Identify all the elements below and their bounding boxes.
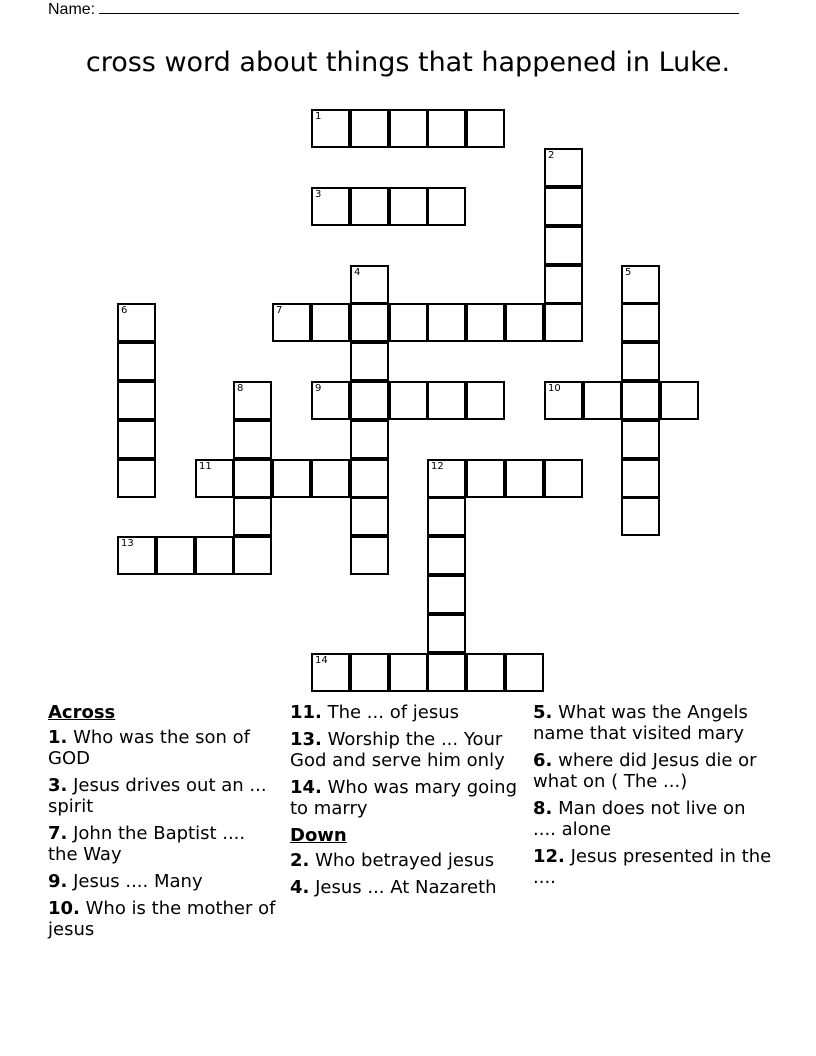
clue-number: 14. (290, 777, 322, 798)
clue-number: 5 (625, 267, 632, 278)
crossword-cell[interactable] (583, 381, 622, 420)
crossword-cell[interactable] (621, 265, 660, 304)
crossword-cell[interactable] (427, 303, 466, 342)
clue-number: 3. (48, 775, 68, 796)
crossword-cell[interactable] (117, 420, 156, 459)
clue-number: 13. (290, 729, 322, 750)
crossword-cell[interactable] (311, 459, 350, 498)
crossword-cell[interactable] (427, 109, 466, 148)
crossword-cell[interactable] (505, 303, 544, 342)
crossword-cell[interactable] (544, 148, 583, 187)
crossword-cell[interactable] (505, 459, 544, 498)
clue-text: What was the Angels name that visited mary (533, 702, 748, 744)
clue (290, 702, 520, 723)
clue (48, 871, 278, 892)
name-label: Name: (48, 1, 96, 18)
crossword-cell[interactable] (272, 459, 311, 498)
clue-number: 4. (290, 877, 310, 898)
crossword-cell[interactable] (427, 575, 466, 614)
clue-text: where did Jesus die or what on ( The ...) (533, 750, 757, 792)
crossword-cell[interactable] (621, 342, 660, 381)
clue-number: 1. (48, 727, 68, 748)
crossword-cell[interactable] (350, 109, 389, 148)
crossword-cell[interactable] (544, 303, 583, 342)
crossword-cell[interactable] (311, 187, 350, 226)
clue (533, 702, 773, 744)
crossword-cell[interactable] (621, 420, 660, 459)
clue-text: Jesus drives out an ... spirit (48, 775, 267, 817)
across-heading: Across (48, 702, 116, 723)
crossword-cell[interactable] (311, 303, 350, 342)
crossword-cell[interactable] (350, 459, 389, 498)
crossword-cell[interactable] (311, 653, 350, 692)
crossword-cell[interactable] (195, 536, 234, 575)
clue-text: Man does not live on .... alone (533, 798, 746, 840)
crossword-cell[interactable] (117, 381, 156, 420)
crossword-cell[interactable] (544, 265, 583, 304)
crossword-cell[interactable] (233, 459, 272, 498)
crossword-cell[interactable] (389, 187, 428, 226)
clue-number: 10. (48, 898, 80, 919)
crossword-cell[interactable] (350, 536, 389, 575)
crossword-cell[interactable] (466, 303, 505, 342)
crossword-cell[interactable] (544, 381, 583, 420)
crossword-cell[interactable] (621, 497, 660, 536)
crossword-cell[interactable] (350, 342, 389, 381)
crossword-cell[interactable] (272, 303, 311, 342)
clue-number: 11. (290, 702, 322, 723)
crossword-cell[interactable] (389, 653, 428, 692)
clue-number: 1 (315, 111, 322, 122)
crossword-cell[interactable] (311, 381, 350, 420)
clue-number: 13 (121, 538, 134, 549)
clue-column-1 (48, 702, 278, 946)
clue (533, 798, 773, 840)
clue (48, 898, 278, 940)
crossword-cell[interactable] (350, 420, 389, 459)
clue-text: John the Baptist .... the Way (48, 823, 246, 865)
crossword-cell[interactable] (195, 459, 234, 498)
crossword-cell[interactable] (427, 497, 466, 536)
crossword-cell[interactable] (350, 303, 389, 342)
crossword-cell[interactable] (427, 536, 466, 575)
clue-text: Who betrayed jesus (309, 850, 495, 871)
crossword-cell[interactable] (544, 226, 583, 265)
clue (533, 846, 773, 888)
crossword-cell[interactable] (466, 381, 505, 420)
crossword-cell[interactable] (427, 614, 466, 653)
crossword-cell[interactable] (350, 187, 389, 226)
crossword-cell[interactable] (389, 381, 428, 420)
crossword-cell[interactable] (350, 497, 389, 536)
crossword-cell[interactable] (389, 303, 428, 342)
clue (48, 727, 278, 769)
clue-number: 12. (533, 846, 565, 867)
clue-text: Who was mary going to marry (290, 777, 518, 819)
clue-text: The ... of jesus (321, 702, 460, 723)
clue-text: Jesus .... Many (67, 871, 203, 892)
clue-number: 8 (237, 383, 244, 394)
crossword-cell[interactable] (117, 342, 156, 381)
clue-number: 12 (431, 461, 444, 472)
crossword-cell[interactable] (117, 536, 156, 575)
crossword-cell[interactable] (466, 653, 505, 692)
clue-number: 6. (533, 750, 553, 771)
crossword-cell[interactable] (233, 381, 272, 420)
crossword-cell[interactable] (544, 459, 583, 498)
crossword-cell[interactable] (505, 653, 544, 692)
crossword-cell[interactable] (350, 653, 389, 692)
crossword-cell[interactable] (233, 420, 272, 459)
clue-number: 5. (533, 702, 553, 723)
crossword-cell[interactable] (156, 536, 195, 575)
clue-number: 6 (121, 305, 128, 316)
clue-number: 4 (354, 267, 361, 278)
crossword-cell[interactable] (621, 303, 660, 342)
clue-number: 2 (548, 150, 555, 161)
crossword-cell[interactable] (427, 187, 466, 226)
crossword-cell[interactable] (621, 459, 660, 498)
clue-text: Who is the mother of jesus (48, 898, 276, 940)
clue-column-3 (533, 702, 773, 894)
clue-number: 2. (290, 850, 310, 871)
clue-column-2 (290, 702, 520, 904)
crossword-cell[interactable] (544, 187, 583, 226)
crossword-cell[interactable] (233, 497, 272, 536)
crossword-cell[interactable] (389, 109, 428, 148)
clue (290, 777, 520, 819)
clue (48, 823, 278, 865)
clue-number: 7 (276, 305, 283, 316)
down-heading: Down (290, 825, 347, 846)
crossword-cell[interactable] (350, 265, 389, 304)
clue-number: 10 (548, 383, 561, 394)
clue-number: 11 (199, 461, 212, 472)
clue-number: 7. (48, 823, 68, 844)
clue-number: 8. (533, 798, 553, 819)
clue-text: Worship the ... Your God and serve him only (290, 729, 505, 771)
crossword-cell[interactable] (427, 653, 466, 692)
crossword-cell[interactable] (117, 303, 156, 342)
crossword-cell[interactable] (466, 459, 505, 498)
clue (48, 775, 278, 817)
clue-text: Jesus presented in the .... (533, 846, 772, 888)
clue-number: 14 (315, 655, 328, 666)
clue-number: 9. (48, 871, 68, 892)
clue-text: Jesus ... At Nazareth (309, 877, 497, 898)
crossword-cell[interactable] (311, 109, 350, 148)
crossword-cell[interactable] (621, 381, 660, 420)
crossword-cell[interactable] (427, 459, 466, 498)
crossword-cell[interactable] (350, 381, 389, 420)
page-title: cross word about things that happened in Luke. (85, 47, 731, 78)
clue-number: 9 (315, 383, 322, 394)
crossword-cell[interactable] (466, 109, 505, 148)
clue-number: 3 (315, 189, 322, 200)
clue-text: Who was the son of GOD (48, 727, 251, 769)
clue (533, 750, 773, 792)
clue (290, 877, 520, 898)
clue (290, 850, 520, 871)
crossword-cell[interactable] (427, 381, 466, 420)
clue (290, 729, 520, 771)
crossword-cell[interactable] (117, 459, 156, 498)
crossword-cell[interactable] (660, 381, 699, 420)
crossword-cell[interactable] (233, 536, 272, 575)
